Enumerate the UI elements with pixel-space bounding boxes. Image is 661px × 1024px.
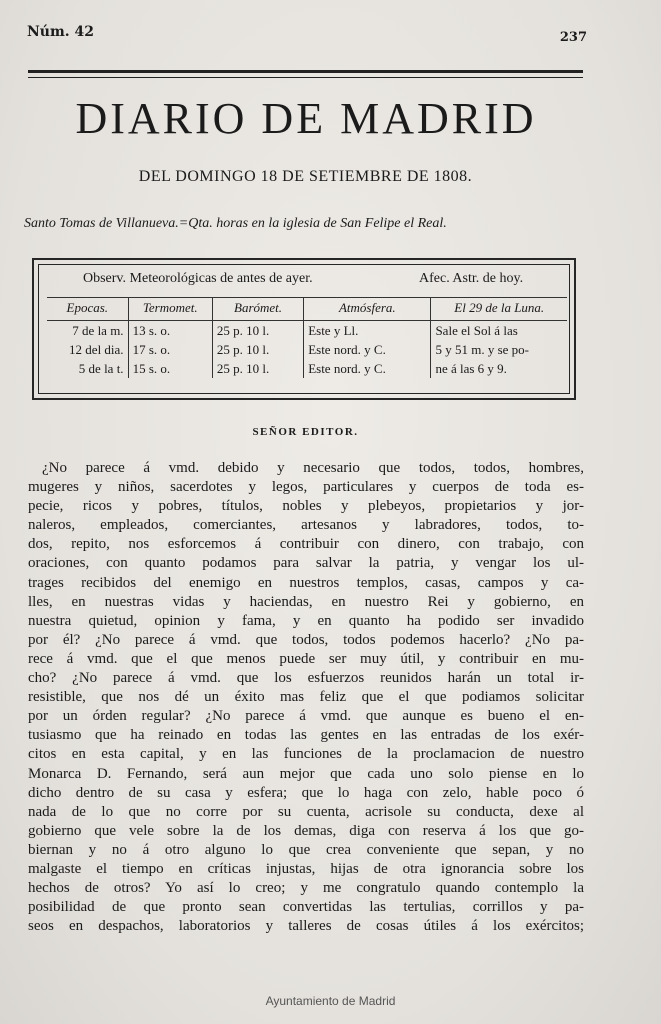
table-cell: 25 p. 10 l. (212, 340, 303, 359)
dateline: DEL DOMINGO 18 DE SETIEMBRE DE 1808. (138, 168, 473, 185)
table-cell: Este y Ll. (304, 321, 431, 341)
col-luna: El 29 de la Luna. (431, 298, 567, 321)
body-line: cho? ¿No parece á vmd. que los esfuerzos reunidos harán un total ir- (28, 670, 584, 687)
table-cell: Este nord. y C. (304, 340, 431, 359)
table-cell: 12 del dia. (69, 341, 124, 357)
top-rule-thin (28, 77, 583, 78)
body-line: gobierno que vele sobre la de los demas, diga con reserva á los que go- (28, 822, 584, 839)
table-cell: 25 p. 10 l. (212, 321, 303, 341)
table-cell: 25 p. 10 l. (212, 359, 303, 378)
col-termometro: Termomet. (128, 298, 212, 321)
issue-number: Núm. 42 (27, 24, 95, 40)
meteo-header-row (47, 298, 567, 321)
body-line: trages recibidos del enemigo en nuestros templos, casas, campos y ca- (28, 574, 584, 591)
body-line: mugeres y niños, sacerdotes y legos, particulares y cuerpos de toda es- (28, 479, 584, 496)
body-line: malgaste el tiempo en críticas injustas, hijas de otra ignorancia sobre los (28, 860, 584, 877)
body-line: naleros, empleados, comerciantes, artesanos y labradores, todos, to- (28, 517, 584, 534)
meteo-heading-right: Afec. Astr. de hoy. (419, 271, 524, 286)
article-body (28, 459, 584, 936)
table-row (47, 321, 567, 341)
body-line: tusiasmo que ha reinado en todas las gentes en las entradas de los exér- (28, 727, 584, 744)
body-line: dicho dentro de su casa y esfera; que lo haga con zelo, hable poco ó (28, 784, 584, 801)
body-line: citos en esta capital, y en las funciones de la proclamacion de nuestro (28, 746, 584, 763)
body-line: dos, repito, nos esforcemos á contribuir con dinero, con trabajo, con (28, 536, 584, 553)
meteo-table (47, 297, 567, 378)
page-number: 237 (559, 30, 587, 45)
body-line: por un órden regular? ¿No parece á vmd. que aunque es bueno el en- (28, 708, 584, 725)
body-line: biernan y no á otro alguno lo que crea conveniente que sepan, y no (28, 841, 584, 858)
body-line: posibilidad de que pronto sean convertidas las tertulias, corrillos y pa- (28, 899, 584, 916)
footer-credit: Ayuntamiento de Madrid (265, 994, 396, 1008)
col-barometro: Barómet. (212, 298, 303, 321)
body-line: pecie, ricos y pobres, títulos, nobles y plebeyos, propietarios y jor- (28, 498, 584, 515)
table-row (47, 359, 567, 378)
table-cell: 7 de la m. (72, 322, 124, 338)
meteorological-box-inner (38, 264, 570, 394)
body-line: nuestra quietud, opinion y fama, y en quanto ha podido ser invadido (28, 612, 584, 629)
saints-line: Santo Tomas de Villanueva.=Qta. horas en la iglesia de San Felipe el Real. (24, 216, 447, 231)
masthead-title: DIARIO DE MADRID (75, 94, 537, 143)
body-line: Monarca D. Fernando, será aun mejor que cada uno solo piense en lo (28, 765, 584, 782)
table-cell: 15 s. o. (128, 359, 212, 378)
section-title: SEÑOR EDITOR. (252, 426, 359, 438)
meteo-heading-left: Observ. Meteorológicas de antes de ayer. (83, 271, 313, 286)
col-atmosfera: Atmósfera. (304, 298, 431, 321)
body-line: por él? ¿No parece á vmd. que todos, todos podemos hacerlo? ¿No pa- (28, 631, 584, 648)
meteorological-box (32, 258, 576, 400)
table-cell: 5 y 51 m. y se po- (431, 340, 567, 359)
col-epocas: Epocas. (47, 298, 128, 321)
top-rule (28, 70, 583, 73)
table-cell: 13 s. o. (128, 321, 212, 341)
body-line: hechos de otros? Yo así lo creo; y me congratulo quando contemplo la (28, 880, 584, 897)
table-cell: 17 s. o. (128, 340, 212, 359)
body-line: lles, en nuestras vidas y haciendas, en nuestro Rei y gobierno, en (28, 593, 584, 610)
table-cell: ne á las 6 y 9. (431, 359, 567, 378)
body-line: oraciones, con quanto podamos para salvar la patria, y vengar los ul- (28, 555, 584, 572)
table-cell: Este nord. y C. (304, 359, 431, 378)
body-line: ¿No parece á vmd. debido y necesario que todos, todos, hombres, (42, 460, 584, 476)
body-line: nada de lo que no corre por su cuenta, acrisole su conducta, dexe al (28, 803, 584, 820)
table-row (47, 340, 567, 359)
body-line: seos en despachos, laboratorios y talleres de cosas útiles á los exércitos; (28, 918, 584, 935)
table-cell: Sale el Sol á las (431, 321, 567, 341)
table-cell: 5 de la t. (78, 360, 124, 376)
body-line: rece á vmd. que el que menos puede ser muy útil, y contribuir en mu- (28, 650, 584, 667)
meteo-heading (39, 271, 569, 293)
body-line: resistible, que nos dé un éxito mas feliz que el que podiamos solicitar (28, 689, 584, 706)
